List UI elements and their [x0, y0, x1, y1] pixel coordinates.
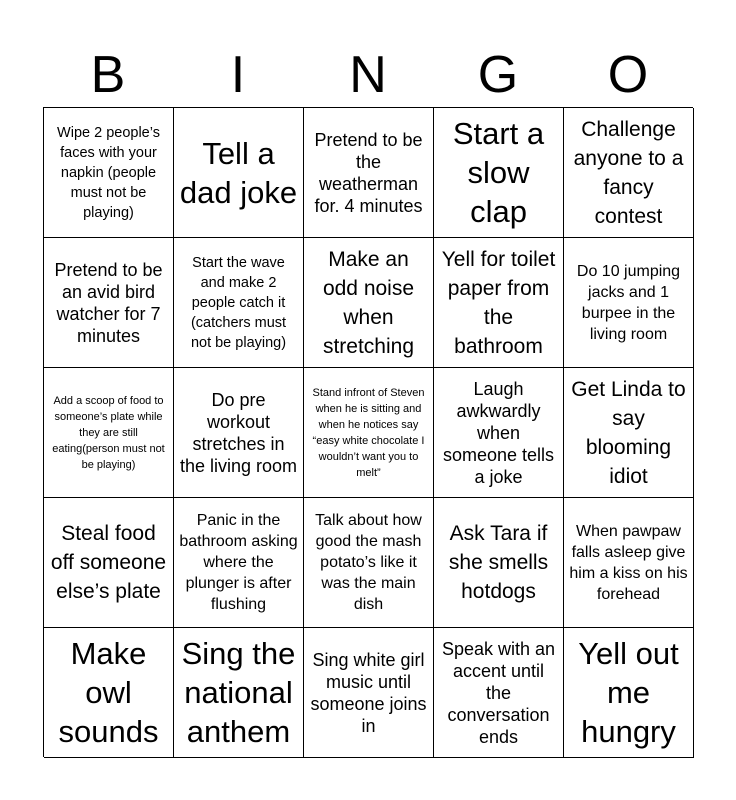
header-letter-b: B: [90, 46, 126, 104]
cell-text: Stand infront of Steven when he is sitting and when he notices say “easy white chocolate I wouldn’t want you to melt”: [312, 386, 425, 479]
cell-text: Sing the national anthem: [181, 636, 296, 749]
bingo-cell-r3-c2[interactable]: [174, 368, 304, 498]
bingo-cell-r3-c3[interactable]: [304, 368, 434, 498]
cell-text: When pawpaw falls asleep give him a kiss on his forehead: [569, 522, 688, 603]
cell-text: Yell for toilet paper from the bathroom: [441, 247, 556, 358]
bingo-cell-r4-c3[interactable]: [304, 498, 434, 628]
cell-text: Pretend to be the weatherman for. 4 minutes: [314, 129, 423, 216]
cell-text: Yell out me hungry: [578, 636, 679, 749]
cell-text: Make owl sounds: [58, 636, 159, 749]
bingo-cell-r1-c2[interactable]: [174, 108, 304, 238]
cell-text: Challenge anyone to a fancy contest: [573, 117, 684, 228]
bingo-cell-r2-c5[interactable]: [564, 238, 694, 368]
cell-text: Talk about how good the mash potato’s like it was the main dish: [315, 512, 422, 613]
bingo-cell-r2-c2[interactable]: [174, 238, 304, 368]
cell-text: Steal food off someone else’s plate: [50, 522, 167, 603]
bingo-cell-r3-c4[interactable]: [434, 368, 564, 498]
bingo-cell-r5-c4[interactable]: [434, 628, 564, 758]
bingo-cell-r4-c2[interactable]: [174, 498, 304, 628]
bingo-cell-r1-c3[interactable]: [304, 108, 434, 238]
bingo-cell-r2-c3[interactable]: [304, 238, 434, 368]
bingo-cell-r1-c5[interactable]: [564, 108, 694, 238]
cell-text: Pretend to be an avid bird watcher for 7 minutes: [54, 259, 163, 346]
header-letter-i: I: [230, 46, 246, 104]
cell-text: Ask Tara if she smells hotdogs: [448, 522, 549, 603]
bingo-cell-r1-c1[interactable]: [44, 108, 174, 238]
bingo-cell-r2-c1[interactable]: [44, 238, 174, 368]
bingo-cell-r2-c4[interactable]: [434, 238, 564, 368]
bingo-cell-r5-c3[interactable]: [304, 628, 434, 758]
cell-text: Get Linda to say blooming idiot: [571, 377, 686, 488]
cell-text: Start a slow clap: [452, 116, 545, 229]
cell-text: Add a scoop of food to someone’s plate while they are still eating(person must not be playing): [52, 394, 165, 471]
bingo-cell-r3-c5[interactable]: [564, 368, 694, 498]
bingo-cell-r4-c1[interactable]: [44, 498, 174, 628]
bingo-cell-r5-c1[interactable]: [44, 628, 174, 758]
bingo-cell-r5-c5[interactable]: [564, 628, 694, 758]
cell-text: Laugh awkwardly when someone tells a joke: [442, 378, 555, 487]
cell-text: Start the wave and make 2 people catch it (catchers must not be playing): [190, 254, 287, 351]
header-letter-n: N: [349, 46, 387, 104]
cell-text: Wipe 2 people’s faces with your napkin (people must not be playing): [57, 124, 160, 221]
bingo-cell-r4-c5[interactable]: [564, 498, 694, 628]
bingo-cell-r1-c4[interactable]: [434, 108, 564, 238]
cell-text: Tell a dad joke: [179, 135, 298, 210]
cell-text: Panic in the bathroom asking where the plunger is after flushing: [179, 512, 298, 613]
header-letter-o: O: [607, 46, 649, 104]
cell-text: Speak with an accent until the conversation ends: [441, 638, 556, 747]
header-letter-g: G: [477, 46, 519, 104]
bingo-cell-r3-c1[interactable]: [44, 368, 174, 498]
bingo-cell-r5-c2[interactable]: [174, 628, 304, 758]
bingo-header: [43, 44, 693, 106]
bingo-board: [43, 107, 693, 757]
cell-text: Make an odd noise when stretching: [322, 247, 415, 358]
cell-text: Do 10 jumping jacks and 1 burpee in the living room: [576, 262, 681, 343]
cell-text: Do pre workout stretches in the living room: [179, 389, 298, 476]
cell-text: Sing white girl music until someone joins in: [310, 649, 427, 736]
bingo-cell-r4-c4[interactable]: [434, 498, 564, 628]
